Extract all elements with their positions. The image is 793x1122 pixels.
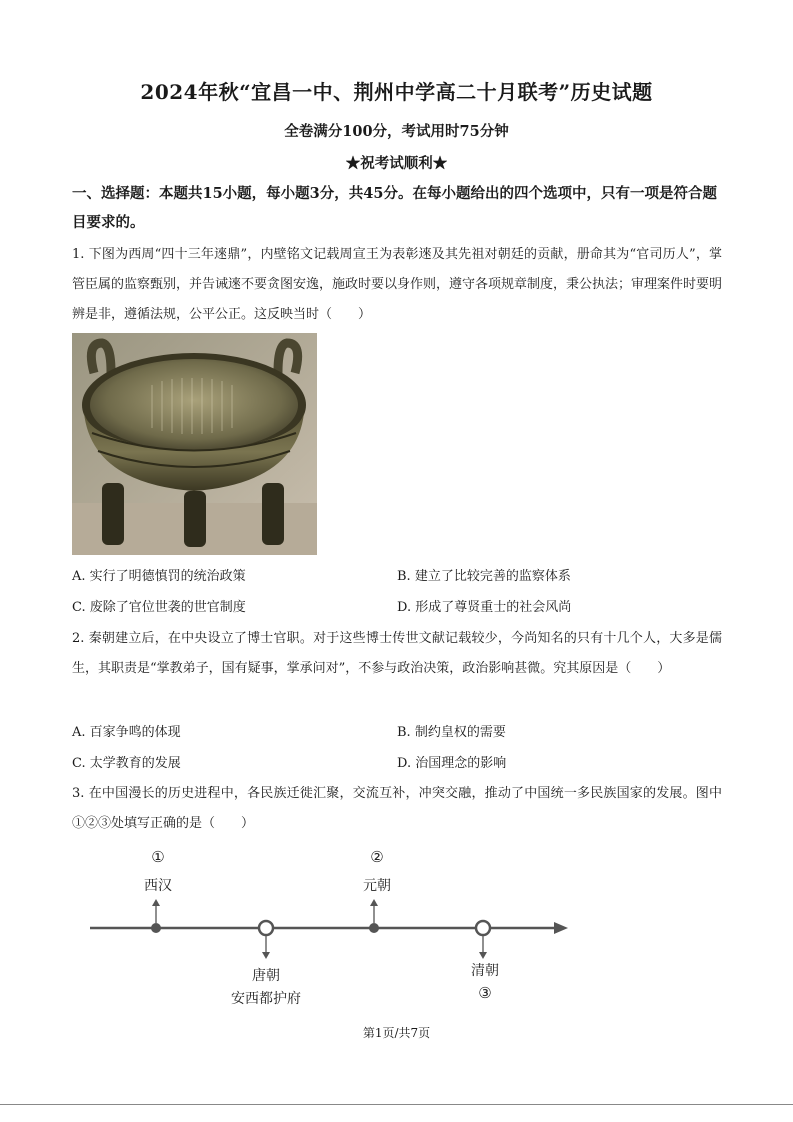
question-2-option-d: D. 治国理念的影响 bbox=[397, 756, 507, 771]
bronze-ding-photo bbox=[72, 333, 317, 555]
question-1-option-a: A. 实行了明德慎罚的统治政策 bbox=[72, 569, 246, 584]
label-xihan: 西汉 bbox=[144, 877, 172, 893]
timeline-node-tang bbox=[259, 921, 273, 935]
history-timeline-figure bbox=[80, 840, 580, 1015]
timeline-node-qing bbox=[476, 921, 490, 935]
label-tang: 唐朝 bbox=[252, 967, 280, 983]
label-qing: 清朝 bbox=[471, 962, 499, 978]
question-1-stem: 1. 下图为西周“四十三年逨鼎”，内壁铭文记载周宣王为表彰逨及其先祖对朝廷的贡献，册命其为“官司历人”，掌管臣属的监察甄别，并告诫逨不要贪图安逸，施政时要以身作则，遵守各项规章制度，秉公执法；审理案件时要明辨是非，遵循法规，公平公正。这反映当时（ ） bbox=[72, 247, 723, 322]
question-2-stem: 2. 秦朝建立后，在中央设立了博士官职。对于这些博士传世文献记载较少，今尚知名的只有十几个人，大多是儒生，其职责是“掌教弟子，国有疑事，掌承问对”，不参与政治决策，政治影响甚微。究其原因是（ ） bbox=[72, 631, 722, 676]
exam-title: 2024年秋“宜昌一中、荆州中学高二十月联考”历史试题 bbox=[140, 80, 653, 104]
question-2-option-b: B. 制约皇权的需要 bbox=[397, 725, 506, 740]
question-2-option-a: A. 百家争鸣的体现 bbox=[72, 725, 181, 740]
timeline-arrowhead bbox=[554, 922, 568, 934]
marker-2: ② bbox=[370, 849, 384, 866]
section-instruction: 一、选择题：本题共15小题，每小题3分，共45分。在每小题给出的四个选项中，只有一项是符合题目要求的。 bbox=[72, 185, 717, 231]
label-anxi-protectorate: 安西都护府 bbox=[231, 990, 301, 1006]
label-yuan: 元朝 bbox=[363, 877, 391, 893]
question-1-option-b: B. 建立了比较完善的监察体系 bbox=[397, 569, 571, 584]
page-number: 第1页/共7页 bbox=[362, 1026, 431, 1040]
timeline-node-xihan bbox=[151, 923, 161, 933]
question-2-option-c: C. 太学教育的发展 bbox=[72, 756, 181, 771]
page-bottom-rule bbox=[0, 1104, 793, 1105]
question-1-option-c: C. 废除了官位世袭的世官制度 bbox=[72, 600, 246, 615]
question-1-option-d: D. 形成了尊贤重士的社会风尚 bbox=[397, 600, 572, 615]
wish-text: ★祝考试顺利★ bbox=[345, 155, 448, 172]
marker-3: ③ bbox=[478, 985, 492, 1002]
timeline-node-yuan bbox=[369, 923, 379, 933]
marker-1: ① bbox=[151, 849, 165, 866]
question-3-stem: 3. 在中国漫长的历史进程中，各民族迁徙汇聚，交流互补，冲突交融，推动了中国统一多民族国家的发展。图中①②③处填写正确的是（ ） bbox=[72, 786, 722, 831]
score-info: 全卷满分100分，考试用时75分钟 bbox=[284, 123, 509, 140]
